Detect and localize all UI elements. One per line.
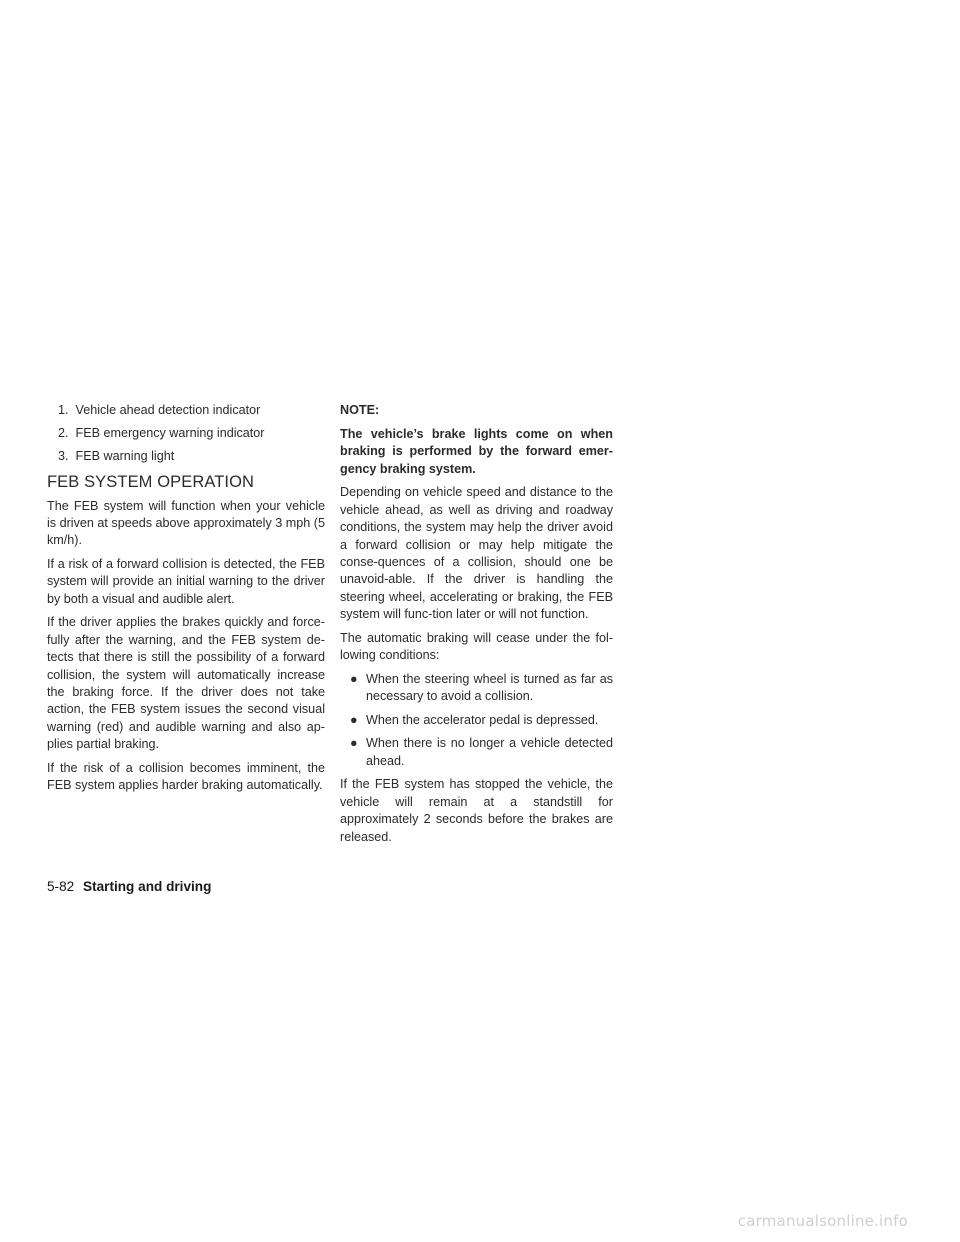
- bullet-icon: ●: [350, 712, 358, 727]
- watermark: carmanualsonline.info: [737, 1212, 908, 1230]
- right-column: [340, 402, 613, 852]
- list-item: [340, 735, 613, 770]
- list-item: [340, 671, 613, 706]
- paragraph: If a risk of a forward collision is detected, the FEB system will provide an initial warning to the driver by both a visual and audible alert.: [47, 557, 325, 606]
- list-item: [340, 712, 613, 729]
- list-item: [47, 402, 325, 419]
- paragraph: The FEB system will function when your vehicle is driven at speeds above approximately 3 mph (5 km/h).: [47, 498, 325, 548]
- paragraph: If the risk of a collision becomes imminent, the FEB system applies harder braking automatically.: [47, 760, 325, 793]
- page-footer: [47, 878, 211, 895]
- bullet-text: When there is no longer a vehicle detected ahead.: [366, 736, 613, 768]
- bullet-icon: ●: [350, 671, 358, 686]
- indicator-list: [47, 402, 325, 466]
- item-text: Vehicle ahead detection indicator: [75, 403, 261, 417]
- left-column: [47, 402, 325, 801]
- item-number: 2.: [58, 426, 69, 441]
- section-heading: FEB SYSTEM OPERATION: [47, 472, 255, 491]
- paragraph: If the driver applies the brakes quickly and force-fully after the warning, and the FEB system de-tects that there is still the possibility of a forward collision, the system will automatically increase the braking force. If the driver does not take action, the FEB system issues the second visual warning (red) and audible warning and also ap-plies partial braking.: [47, 615, 325, 752]
- item-number: 3.: [58, 449, 69, 464]
- note-text: The vehicle’s brake lights come on when braking is performed by the forward emer-gency braking system.: [340, 426, 613, 476]
- paragraph: Depending on vehicle speed and distance to the vehicle ahead, as well as driving and roadway conditions, the system may help the driver avoid a forward collision or may help mitigate the conse-quences of a collision, should one be unavoid-able. If the driver is handling the steering wheel, accelerating or braking, the FEB system will func-tion later or will not function.: [340, 485, 613, 622]
- item-number: 1.: [58, 403, 69, 417]
- list-item: [47, 425, 325, 442]
- bullet-text: When the accelerator pedal is depressed.: [366, 712, 599, 727]
- note-label: NOTE:: [340, 403, 380, 417]
- paragraph: The automatic braking will cease under the fol-lowing conditions:: [340, 630, 613, 663]
- paragraph: If the FEB system has stopped the vehicle, the vehicle will remain at a standstill for approximately 2 seconds before the brakes are released.: [340, 777, 613, 844]
- list-item: [47, 448, 325, 465]
- section-title: Starting and driving: [83, 879, 212, 894]
- conditions-list: [340, 671, 613, 770]
- item-text: FEB warning light: [75, 449, 175, 464]
- item-text: FEB emergency warning indicator: [75, 426, 265, 441]
- bullet-text: When the steering wheel is turned as far as necessary to avoid a collision.: [366, 671, 613, 704]
- page-number: 5-82: [47, 879, 75, 894]
- bullet-icon: ●: [350, 736, 358, 751]
